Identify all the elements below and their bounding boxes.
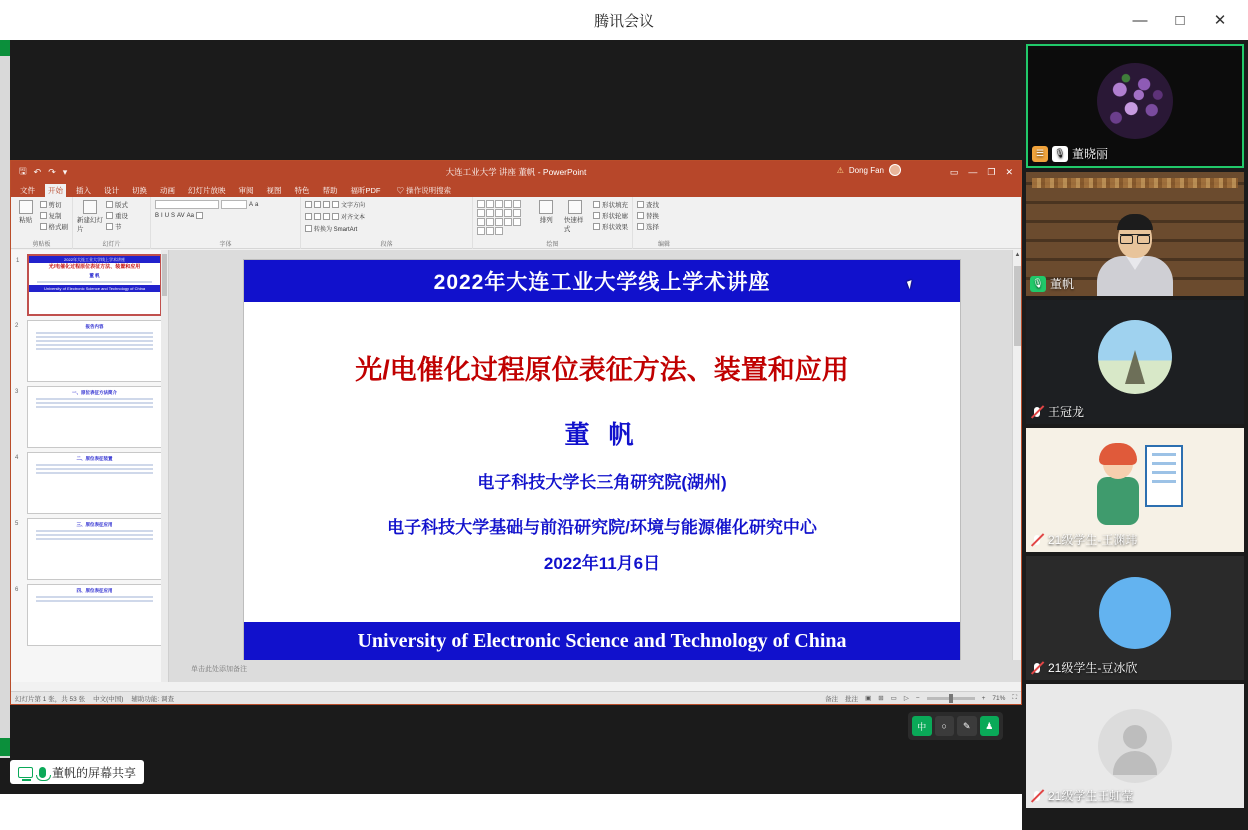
current-slide[interactable]: [243, 259, 961, 661]
format-painter-icon: [40, 223, 47, 230]
search-icon: [637, 201, 644, 208]
copy-icon: [40, 212, 47, 219]
align-left-icon[interactable]: [305, 213, 312, 220]
shape-icon[interactable]: [486, 200, 494, 208]
share-floating-toolbar[interactable]: [908, 712, 1003, 740]
ribbon-group-paragraph-label: 段落: [380, 242, 393, 248]
thumb-line: [36, 472, 153, 474]
powerpoint-window-controls: [950, 161, 1017, 183]
shape-outline-button[interactable]: [593, 211, 628, 220]
thumb-line: [36, 348, 153, 350]
maximize-icon[interactable]: □: [1175, 11, 1185, 29]
sharing-border-bottom: [0, 738, 10, 756]
thumb-band: 三、原位表征应用: [76, 522, 113, 527]
zoom-in-icon[interactable]: +: [981, 694, 986, 702]
participant-video: [1097, 63, 1173, 139]
thumbnail-scrollbar[interactable]: [161, 250, 168, 682]
thumb-band: 2022年大连工业大学线上学术讲座: [29, 256, 160, 263]
slide-thumbnail-5[interactable]: [15, 518, 162, 580]
tab-home[interactable]: 开始: [45, 184, 66, 197]
view-sorter-icon[interactable]: ⊞: [878, 695, 884, 702]
shape-icon[interactable]: [513, 218, 521, 226]
thumb-line: [37, 281, 152, 283]
layout-label: 版式: [115, 202, 128, 209]
shape-fill-icon: [593, 201, 600, 208]
italic-button[interactable]: I: [161, 212, 163, 219]
slide-number: 6: [15, 587, 19, 593]
shape-effects-button[interactable]: [593, 222, 628, 231]
align-right-icon[interactable]: [323, 213, 330, 220]
ribbon-tabs[interactable]: [11, 183, 1021, 197]
zoom-slider[interactable]: [927, 697, 975, 700]
thumb-line: [36, 464, 153, 466]
slide-scrollbar[interactable]: [1012, 250, 1021, 682]
participant-label: [1030, 531, 1137, 548]
shape-icon[interactable]: [495, 209, 503, 217]
reset-icon: [106, 212, 113, 219]
shape-icon[interactable]: [477, 218, 485, 226]
status-slide-info: 幻灯片第 1 张，共 53 张: [15, 695, 86, 703]
layout-button[interactable]: [106, 200, 128, 209]
cut-label: 剪切: [48, 202, 62, 209]
participant-rail: [1022, 40, 1248, 830]
undo-icon[interactable]: ↶: [33, 166, 42, 177]
participant-name: 王冠龙: [1048, 405, 1085, 419]
ribbon-group-slides: [73, 197, 151, 249]
thumb-band: 一、原位表征方法简介: [72, 390, 117, 395]
account-area[interactable]: [837, 164, 901, 176]
arrange-label: 排列: [539, 217, 553, 224]
new-slide-button[interactable]: [77, 200, 103, 233]
slide-number: 5: [15, 521, 19, 527]
thumb-line: [36, 340, 153, 342]
paste-icon: [19, 200, 33, 214]
powerpoint-workspace: [11, 250, 1021, 682]
underline-button[interactable]: U: [164, 212, 170, 219]
participant-avatar: [1099, 577, 1171, 649]
save-icon[interactable]: 🖫: [19, 166, 27, 176]
slide-thumbnail-panel[interactable]: [11, 250, 169, 682]
thumb-footer: University of Electronic Science and Technology of China: [29, 285, 160, 292]
warning-icon: ⚠: [836, 165, 844, 175]
annotate-button[interactable]: ✎: [957, 716, 977, 736]
view-slideshow-icon[interactable]: ▷: [903, 695, 909, 702]
ribbon-group-editing-label: 编辑: [657, 242, 670, 248]
font-color-icon[interactable]: [196, 212, 203, 219]
shape-icon[interactable]: [513, 209, 521, 217]
format-painter-button[interactable]: [40, 222, 69, 231]
align-center-icon[interactable]: [314, 213, 321, 220]
shapes-gallery[interactable]: [477, 200, 529, 235]
shape-effects-label: 形状效果: [601, 224, 628, 231]
ribbon-group-drawing: [473, 197, 633, 249]
whiteboard-icon: [1145, 445, 1183, 507]
cut-button[interactable]: [40, 200, 69, 209]
status-comments-button[interactable]: 批注: [845, 695, 859, 703]
thumb-line: [36, 406, 153, 408]
more-button[interactable]: ♟: [980, 716, 1000, 736]
status-notes-button[interactable]: 备注: [825, 695, 839, 703]
slide-number: 3: [15, 389, 19, 395]
microphone-icon[interactable]: 🎙: [1052, 146, 1068, 162]
shared-content-stage: [0, 40, 1022, 794]
thumb-line: [36, 332, 153, 334]
sharing-border-top: [0, 40, 10, 56]
copy-label: 复制: [48, 213, 62, 220]
reset-button[interactable]: [106, 211, 128, 220]
powerpoint-status-bar: [11, 691, 1021, 704]
slide-scrollbar-thumb[interactable]: [1014, 266, 1021, 346]
microphone-icon[interactable]: 🎙: [1030, 276, 1046, 292]
tab-transitions[interactable]: 切换: [132, 185, 147, 195]
text-direction-label[interactable]: 文字方向: [341, 203, 366, 209]
decrease-font-icon[interactable]: a: [255, 201, 259, 208]
thumb-line: [36, 596, 153, 598]
format-painter-label: 格式刷: [48, 224, 68, 231]
tab-review[interactable]: 审阅: [238, 185, 254, 195]
fit-to-window-icon[interactable]: ⛶: [1012, 694, 1017, 701]
thumb-line: [36, 402, 153, 404]
status-accessibility[interactable]: 辅助功能: 调查: [131, 695, 175, 703]
participant-avatar: [1098, 320, 1172, 394]
ribbon-group-font-label: 字体: [219, 242, 232, 248]
replace-button[interactable]: [637, 211, 691, 220]
replace-label: 替换: [646, 213, 659, 220]
ribbon-group-paragraph: [301, 197, 473, 249]
shape-icon[interactable]: [486, 227, 494, 235]
section-icon: [106, 223, 113, 230]
participant-name: 21级学生-豆冰欣: [1048, 661, 1138, 675]
tab-view[interactable]: 视图: [266, 185, 282, 195]
share-status-label: 董帆的屏幕共享: [52, 765, 137, 780]
avatar[interactable]: [889, 164, 901, 176]
ribbon-group-slides-label: 幻灯片: [102, 242, 121, 248]
change-case-button[interactable]: Aa: [186, 212, 194, 219]
slide-thumbnail-2[interactable]: [15, 320, 162, 382]
participant-person-figure: [1092, 214, 1178, 296]
powerpoint-document-title: 大连工业大学 讲座 董帆 - PowerPoint: [445, 167, 587, 177]
slide-date[interactable]: 2022年11月6日: [543, 554, 661, 574]
slide-footer-band[interactable]: University of Electronic Science and Technology of China: [244, 622, 960, 660]
stage-bottom-bar: [0, 758, 1022, 794]
section-button[interactable]: [106, 222, 128, 231]
slide-number: 4: [15, 455, 19, 461]
stage-left-strip: [0, 40, 10, 794]
ribbon-group-font: [151, 197, 301, 249]
thumb-line: [36, 600, 153, 602]
screen-share-icon: [18, 767, 33, 778]
zoom-slider-handle[interactable]: [949, 694, 953, 703]
powerpoint-window: [10, 160, 1022, 705]
thumb-band: 二、原位表征装置: [76, 456, 113, 461]
slide-org-line1[interactable]: 电子科技大学长三角研究院(湖州): [477, 473, 727, 492]
eiffel-tower-icon: [1125, 350, 1145, 384]
ime-chinese-button[interactable]: 中: [912, 716, 932, 736]
microphone-muted-icon[interactable]: [1030, 404, 1044, 420]
account-name: Dong Fan: [848, 165, 884, 175]
participant-label: [1030, 275, 1074, 292]
tab-file[interactable]: 文件: [20, 185, 35, 195]
arrange-icon: [539, 200, 553, 214]
shape-icon[interactable]: [477, 227, 485, 235]
view-reading-icon[interactable]: ▭: [890, 695, 897, 702]
microphone-muted-icon[interactable]: [1030, 532, 1044, 548]
reset-label: 重设: [115, 213, 128, 220]
convert-smartart-label[interactable]: 转换为 SmartArt: [314, 227, 358, 233]
participant-tile-6[interactable]: [1026, 684, 1244, 808]
font-family-input[interactable]: [155, 200, 219, 209]
thumb-line: [36, 538, 153, 540]
participant-name: 董晓丽: [1072, 147, 1109, 161]
slide-title[interactable]: 光/电催化过程原位表征方法、装置和应用: [355, 355, 849, 385]
paste-label: 粘贴: [19, 217, 33, 224]
thumb-line: [36, 336, 153, 338]
share-status-indicator: [10, 760, 144, 784]
powerpoint-titlebar: [11, 161, 1021, 183]
thumb-band: 四、原位表征应用: [76, 588, 113, 593]
notes-pane[interactable]: 单击此处添加备注: [169, 660, 1021, 682]
tell-me-search[interactable]: ♡ 操作说明搜索: [396, 185, 452, 195]
slide-thumbnail-6[interactable]: [15, 584, 162, 646]
bullets-icon[interactable]: [305, 201, 312, 208]
close-icon[interactable]: ✕: [1213, 12, 1227, 29]
tab-animations[interactable]: 动画: [160, 185, 175, 195]
window-controls: [1120, 0, 1240, 40]
shape-icon[interactable]: [495, 218, 503, 226]
microphone-muted-icon[interactable]: [1030, 788, 1044, 804]
slide-thumbnail-4[interactable]: [15, 452, 162, 514]
replace-icon: [637, 212, 644, 219]
new-slide-label: 新建幻灯片: [77, 217, 103, 233]
thumb-speaker: 董 帆: [89, 273, 100, 278]
decrease-indent-icon[interactable]: [323, 201, 330, 208]
shape-icon[interactable]: [477, 209, 485, 217]
thumb-line: [36, 344, 153, 346]
shape-icon[interactable]: [495, 200, 503, 208]
participant-label: [1030, 659, 1137, 676]
ribbon-display-icon[interactable]: ▭: [949, 166, 959, 177]
microphone-icon[interactable]: [39, 767, 46, 778]
zoom-out-icon[interactable]: −: [915, 694, 920, 702]
zoom-value: 71%: [992, 694, 1006, 702]
ppt-close-icon[interactable]: ✕: [1005, 166, 1013, 177]
participant-avatar: [1075, 435, 1195, 545]
customize-icon[interactable]: ▾: [62, 166, 68, 177]
new-slide-icon: [83, 200, 97, 214]
find-button[interactable]: [637, 200, 691, 209]
shape-icon[interactable]: [513, 200, 521, 208]
slide-number: 2: [15, 323, 19, 329]
numbering-icon[interactable]: [314, 201, 321, 208]
tab-features[interactable]: 特色: [294, 185, 310, 195]
view-normal-icon[interactable]: ▣: [865, 695, 872, 702]
ribbon-group-clipboard: [11, 197, 73, 249]
ribbon: [11, 197, 1021, 249]
scroll-up-icon[interactable]: ▲: [1014, 252, 1021, 258]
layout-icon: [106, 201, 113, 208]
arrange-button[interactable]: [535, 200, 558, 235]
ribbon-group-editing: [633, 197, 695, 249]
slide-speaker[interactable]: 董 帆: [564, 421, 640, 449]
justify-icon[interactable]: [332, 213, 339, 220]
shape-icon[interactable]: [504, 200, 512, 208]
quick-styles-icon: [568, 200, 582, 214]
thumbnail-scrollbar-thumb[interactable]: [162, 254, 167, 296]
slide-org-line2[interactable]: 电子科技大学基础与前沿研究院/环境与能源催化研究中心: [387, 518, 817, 538]
select-button[interactable]: [637, 222, 691, 231]
ppt-restore-icon[interactable]: ❐: [987, 166, 996, 177]
select-label: 选择: [646, 224, 659, 231]
participant-tile-5[interactable]: [1026, 556, 1244, 680]
redo-icon[interactable]: ↷: [48, 166, 56, 177]
slide-thumbnail-3[interactable]: [15, 386, 162, 448]
shape-icon[interactable]: [477, 200, 485, 208]
thumb-line: [36, 398, 153, 400]
mouse-button[interactable]: ○: [935, 716, 955, 736]
tab-foxit-pdf[interactable]: 福昕PDF: [350, 185, 381, 195]
slide-number: 1: [16, 258, 20, 264]
window-titlebar: [0, 0, 1248, 40]
thumb-title: 光/电催化过程原位表征方法、装置和应用: [48, 264, 141, 270]
participant-tile-1[interactable]: [1026, 44, 1244, 168]
tab-slideshow[interactable]: 幻灯片放映: [188, 185, 226, 195]
ribbon-group-drawing-label: 绘图: [546, 242, 559, 248]
char-spacing-button[interactable]: AV: [177, 212, 185, 219]
participant-name: 21级学生王虹莹: [1048, 789, 1134, 803]
slide-edit-area[interactable]: [169, 250, 1021, 682]
select-icon: [637, 223, 644, 230]
cut-icon: [40, 201, 47, 208]
copy-button[interactable]: [40, 211, 69, 220]
participant-tile-4[interactable]: [1026, 428, 1244, 552]
thumb-line: [36, 530, 153, 532]
tell-me-label: 操作说明搜索: [406, 185, 452, 195]
participant-label: [1032, 145, 1108, 162]
bold-button[interactable]: B: [155, 212, 160, 219]
tab-design[interactable]: 设计: [104, 185, 119, 195]
shape-outline-label: 形状轮廓: [601, 213, 628, 220]
minimize-icon[interactable]: —: [1132, 11, 1148, 29]
participant-label: [1030, 787, 1133, 804]
participant-tile-2[interactable]: [1026, 172, 1244, 296]
quick-styles-label: 快速样式: [563, 217, 584, 233]
shape-effects-icon: [593, 223, 600, 230]
section-label: 节: [115, 224, 122, 231]
shape-icon[interactable]: [504, 218, 512, 226]
increase-indent-icon[interactable]: [332, 201, 339, 208]
font-size-input[interactable]: [221, 200, 247, 209]
ppt-minimize-icon[interactable]: —: [968, 167, 978, 177]
paste-button[interactable]: [15, 200, 37, 233]
participant-avatar: [1098, 709, 1172, 783]
shape-outline-icon: [593, 212, 600, 219]
slide-header-band[interactable]: 2022年大连工业大学线上学术讲座: [244, 260, 960, 302]
shape-fill-label: 形状填充: [601, 202, 628, 209]
shape-fill-button[interactable]: [593, 200, 628, 209]
thumb-band: 报告内容: [85, 324, 104, 329]
ribbon-group-clipboard-label: 剪贴板: [32, 242, 51, 248]
tab-insert[interactable]: 插入: [76, 185, 91, 195]
window-title: 腾讯会议: [593, 12, 654, 30]
thumb-line: [36, 468, 153, 470]
shape-icon[interactable]: [486, 209, 494, 217]
shape-icon[interactable]: [486, 218, 494, 226]
shape-icon[interactable]: [504, 209, 512, 217]
quick-styles-button[interactable]: [564, 200, 587, 235]
tab-help[interactable]: 帮助: [322, 185, 338, 195]
participant-tile-3[interactable]: [1026, 300, 1244, 424]
host-badge-icon: ☰: [1032, 146, 1048, 162]
status-language[interactable]: 中文(中国): [93, 695, 124, 703]
participant-name: 21级学生-王渊玮: [1048, 533, 1138, 547]
thumb-line: [36, 534, 153, 536]
participant-name: 董帆: [1050, 277, 1075, 291]
slide-thumbnail-1[interactable]: [16, 254, 162, 316]
smartart-icon[interactable]: [305, 225, 312, 232]
increase-font-icon[interactable]: A: [249, 201, 254, 208]
find-label: 查找: [646, 202, 659, 209]
shape-icon[interactable]: [495, 227, 503, 235]
align-text-label[interactable]: 对齐文本: [341, 215, 366, 221]
participant-label: [1030, 403, 1084, 420]
shadow-button[interactable]: S: [171, 212, 176, 219]
microphone-muted-icon[interactable]: [1030, 660, 1044, 676]
